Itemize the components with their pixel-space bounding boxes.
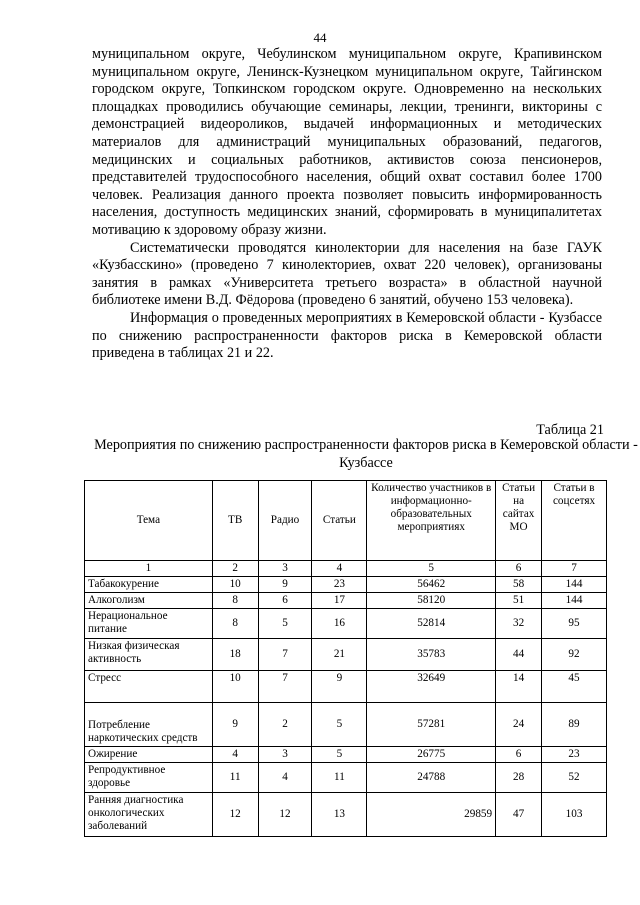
radio-cell: 7 — [258, 671, 312, 703]
social-articles-cell: 144 — [542, 577, 607, 593]
risk-factors-table — [84, 480, 607, 837]
column-header: Статьи — [312, 481, 367, 561]
column-header: Статьи в соцсетях — [542, 481, 607, 561]
social-articles-cell: 45 — [542, 671, 607, 703]
column-header: Статьи на сайтах МО — [496, 481, 542, 561]
paragraph: муниципальном округе, Чебулинском муниципальном округе, Крапивинском муниципальном округе, Ленинск-Кузнецком муниципальном округе, Тайгинском городском округе, Топкинском городском округе. Одновременно на нескольких площадках проводились обучающие семинары, лекции, тренинги, викторины с демонстрацией видеороликов, выдачей информационных и методических материалов для администраций муниципальных образований, педагогов, медицинских и социальных работников, активистов союза пенсионеров, представителей трудоспособного населения, общий охват составил более 1700 человек. Реализация данного проекта позволяет повысить информированность населения, доступность медицинских знаний, сформировать в муниципалитетах мотивацию к здоровому образу жизни. — [92, 46, 602, 238]
table-row — [85, 703, 607, 747]
column-number: 5 — [367, 561, 496, 577]
participants-cell: 32649 — [367, 671, 496, 703]
topic-cell: Ожирение — [85, 747, 213, 763]
tv-cell: 9 — [212, 703, 258, 747]
tv-cell: 11 — [212, 763, 258, 793]
participants-cell: 58120 — [367, 593, 496, 609]
paragraph: Информация о проведенных мероприятиях в Кемеровской области - Кузбассе по снижению распространенности факторов риска в Кемеровской области приведена в таблицах 21 и 22. — [92, 309, 602, 362]
participants-cell: 56462 — [367, 577, 496, 593]
column-header: ТВ — [212, 481, 258, 561]
topic-cell: Низкая физическая активность — [85, 639, 213, 671]
social-articles-cell: 144 — [542, 593, 607, 609]
site-articles-cell: 58 — [496, 577, 542, 593]
radio-cell: 6 — [258, 593, 312, 609]
site-articles-cell: 14 — [496, 671, 542, 703]
column-number: 6 — [496, 561, 542, 577]
topic-cell: Репродуктивное здоровье — [85, 763, 213, 793]
topic-cell: Потребление наркотических средств — [85, 703, 213, 747]
articles-cell: 11 — [312, 763, 367, 793]
articles-cell: 17 — [312, 593, 367, 609]
column-number-row — [85, 561, 607, 577]
tv-cell: 10 — [212, 671, 258, 703]
participants-cell: 26775 — [367, 747, 496, 763]
topic-cell: Алкоголизм — [85, 593, 213, 609]
articles-cell: 16 — [312, 609, 367, 639]
site-articles-cell: 44 — [496, 639, 542, 671]
column-header: Радио — [258, 481, 312, 561]
radio-cell: 2 — [258, 703, 312, 747]
site-articles-cell: 47 — [496, 793, 542, 837]
column-number: 4 — [312, 561, 367, 577]
radio-cell: 5 — [258, 609, 312, 639]
site-articles-cell: 51 — [496, 593, 542, 609]
tv-cell: 12 — [212, 793, 258, 837]
social-articles-cell: 103 — [542, 793, 607, 837]
topic-cell: Нерациональное питание — [85, 609, 213, 639]
body-text — [92, 46, 602, 363]
participants-cell: 52814 — [367, 609, 496, 639]
table-row — [85, 793, 607, 837]
site-articles-cell: 28 — [496, 763, 542, 793]
radio-cell: 9 — [258, 577, 312, 593]
table-row — [85, 609, 607, 639]
articles-cell: 21 — [312, 639, 367, 671]
participants-cell: 57281 — [367, 703, 496, 747]
table-row — [85, 593, 607, 609]
radio-cell: 12 — [258, 793, 312, 837]
participants-cell: 24788 — [367, 763, 496, 793]
site-articles-cell: 24 — [496, 703, 542, 747]
social-articles-cell: 92 — [542, 639, 607, 671]
column-number: 1 — [85, 561, 213, 577]
articles-cell: 5 — [312, 747, 367, 763]
topic-cell: Стресс — [85, 671, 213, 703]
tv-cell: 4 — [212, 747, 258, 763]
table-row — [85, 577, 607, 593]
articles-cell: 9 — [312, 671, 367, 703]
table-row — [85, 763, 607, 793]
radio-cell: 4 — [258, 763, 312, 793]
social-articles-cell: 52 — [542, 763, 607, 793]
site-articles-cell: 32 — [496, 609, 542, 639]
articles-cell: 23 — [312, 577, 367, 593]
radio-cell: 7 — [258, 639, 312, 671]
column-number: 3 — [258, 561, 312, 577]
topic-cell: Табакокурение — [85, 577, 213, 593]
topic-cell: Ранняя диагностика онкологических заболеваний — [85, 793, 213, 837]
social-articles-cell: 23 — [542, 747, 607, 763]
tv-cell: 8 — [212, 609, 258, 639]
page-number: 44 — [313, 30, 327, 45]
participants-cell: 29859 — [367, 793, 496, 837]
table-row — [85, 639, 607, 671]
header-row — [85, 481, 607, 561]
tv-cell: 10 — [212, 577, 258, 593]
social-articles-cell: 89 — [542, 703, 607, 747]
articles-cell: 5 — [312, 703, 367, 747]
tv-cell: 18 — [212, 639, 258, 671]
table-title: Мероприятия по снижению распространенности факторов риска в Кемеровской области - Кузбассе — [94, 437, 638, 471]
radio-cell: 3 — [258, 747, 312, 763]
column-header: Количество участников в информационно-образовательных мероприятиях — [367, 481, 496, 561]
tv-cell: 8 — [212, 593, 258, 609]
participants-cell: 35783 — [367, 639, 496, 671]
column-number: 7 — [542, 561, 607, 577]
table-row — [85, 671, 607, 703]
articles-cell: 13 — [312, 793, 367, 837]
table-row — [85, 747, 607, 763]
table-label: Таблица 21 — [536, 422, 604, 438]
column-number: 2 — [212, 561, 258, 577]
site-articles-cell: 6 — [496, 747, 542, 763]
paragraph: Систематически проводятся кинолектории для населения на базе ГАУК «Кузбасскино» (проведено 7 кинолекториев, охват 220 человек), организованы занятия в рамках «Университета третьего возраста» в областной научной библиотеке имени В.Д. Фёдорова (проведено 6 занятий, обучено 153 человека). — [92, 239, 602, 309]
column-header: Тема — [85, 481, 213, 561]
social-articles-cell: 95 — [542, 609, 607, 639]
